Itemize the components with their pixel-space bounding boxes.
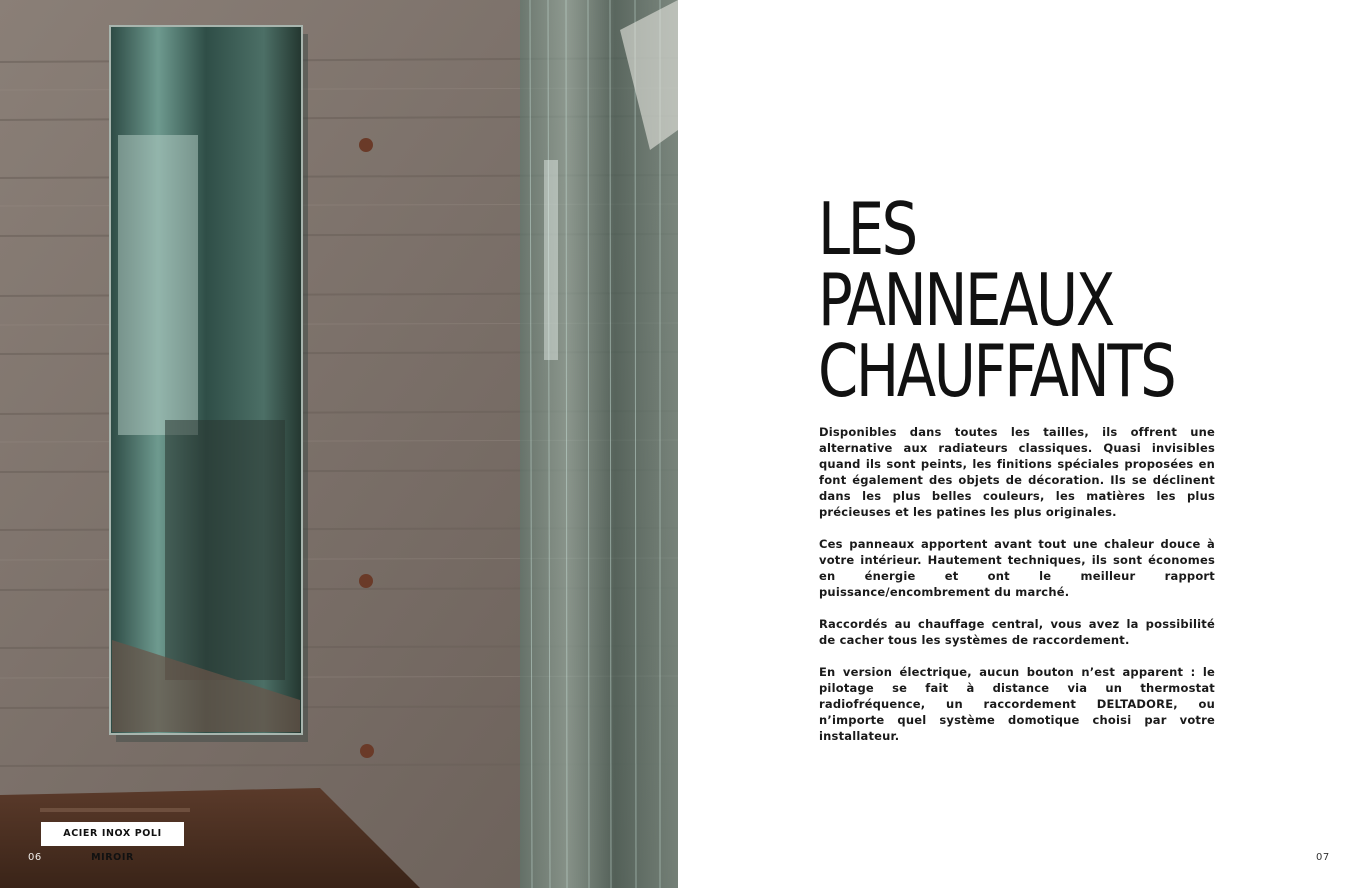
paragraph-intro: Disponibles dans toutes les tailles, ils offrent une alternative aux radiateurs classiques. Quasi invisibles quand ils sont peints, les finitions spéciales proposées en font également des objets de décoration. Ils se déclinent dans les plus belles couleurs, les matières les plus précieuses et les patines les plus originales.	[819, 425, 1215, 519]
page-number-right: 07	[1316, 852, 1330, 863]
paragraph-central-heating: Raccordés au chauffage central, vous avez la possibilité de cacher tous les systèmes de raccordement.	[819, 617, 1215, 647]
paragraph-comfort: Ces panneaux apportent avant tout une chaleur douce à votre intérieur. Hautement techniques, ils sont économes en énergie et ont le meilleur rapport puissance/encombrement du marché.	[819, 537, 1215, 599]
title-line-3: CHAUFFANTS	[818, 329, 1175, 413]
body-text	[819, 424, 1215, 760]
title-line-1: LES	[818, 187, 916, 271]
title-line-2: PANNEAUX	[818, 258, 1113, 342]
page-number-left: 06	[28, 852, 42, 863]
page-title	[818, 187, 1175, 413]
finish-caption-label: ACIER INOX POLI MIROIR	[41, 822, 184, 846]
paragraph-electric: En version électrique, aucun bouton n’est apparent : le pilotage se fait à distance via un thermostat radiofréquence, un raccordement DELTADORE, ou n’importe quel système domotique choisi par votre installateur.	[819, 665, 1215, 743]
